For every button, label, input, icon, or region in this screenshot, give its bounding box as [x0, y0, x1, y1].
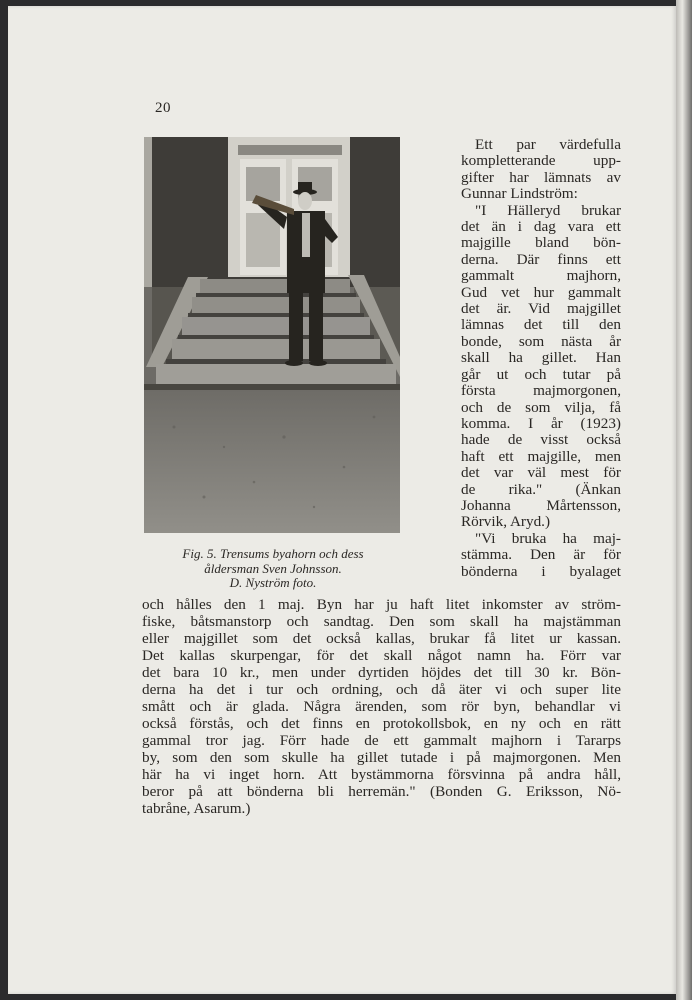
- text-line: Rörvik, Aryd.): [461, 513, 551, 531]
- text-line: Gud vet hur gammalt: [461, 283, 621, 301]
- text-line: det är. Vid majgillet: [461, 300, 621, 318]
- text-line: eller majgillet som det också kallas, brukar få litet ur kassan.: [142, 630, 621, 647]
- text-line: det var väl mest för: [461, 464, 621, 482]
- text-line: bönderna i byalaget: [461, 562, 621, 580]
- text-line: det bara 10 kr., men under dyrtiden höjdes det till 30 kr. Bön-: [142, 664, 621, 681]
- text-line: by, som den som skulle ha gillet tutade i på majmorgonen. Men: [142, 749, 621, 766]
- text-line: derna. Där finns ett: [461, 250, 621, 268]
- text-line: majgille bland bön-: [461, 234, 621, 252]
- text-line: Ett par värdefulla: [475, 136, 621, 153]
- text-line: stämma. Den är för: [461, 546, 621, 564]
- text-line: "I Hälleryd brukar: [475, 201, 621, 219]
- text-line: skall ha gillet. Han: [461, 349, 621, 367]
- text-line: det än i dag vara ett: [461, 218, 621, 236]
- text-line: och hålles den 1 maj. Byn har ju haft litet inkomster av ström-: [142, 596, 621, 613]
- text-line: haft ett majgille, men: [461, 447, 621, 465]
- text-line: lämnas det till den: [461, 316, 621, 334]
- text-line: Gunnar Lindström:: [461, 185, 578, 203]
- photo-drawing: [144, 137, 400, 533]
- text-line: går ut och tutar på: [461, 365, 621, 383]
- text-line: hade de visst också: [461, 431, 621, 449]
- page-number: 20: [155, 100, 171, 116]
- book-binding-edge: [676, 0, 692, 1000]
- caption-line: åldersman Sven Johnsson.: [204, 560, 342, 576]
- full-width-text: [142, 596, 621, 817]
- side-text-column: [461, 137, 621, 580]
- text-line: beror på att bönderna bli herremän." (Bonden G. Eriksson, Nö-: [142, 783, 621, 800]
- text-line: tabråne, Asarum.): [142, 800, 251, 817]
- text-line: här ha vi inget horn. Att bystämmorna försvinna på andra håll,: [142, 766, 621, 783]
- text-line: Det kallas skurpengar, för det skall något namn ha. Förr var: [142, 647, 621, 664]
- text-line: smått och är glada. Några ärenden, som rör byn, behandlar vi: [142, 698, 621, 715]
- figure-caption: [138, 547, 408, 591]
- text-line: första majmorgonen,: [461, 382, 621, 400]
- text-line: "Vi bruka ha maj-: [475, 529, 621, 547]
- text-line: kompletterande upp-: [461, 152, 621, 170]
- text-line: Johanna Mårtensson,: [461, 496, 621, 514]
- text-line: och de som vilja, få: [461, 398, 621, 416]
- book-page: [8, 6, 676, 994]
- text-line: komma. I år (1923): [461, 414, 621, 432]
- caption-line: Fig. 5. Trensums byahorn och dess: [182, 546, 364, 561]
- text-line: de rika." (Änkan: [461, 480, 621, 498]
- text-line: gifter har lämnats av: [461, 168, 621, 186]
- caption-line: D. Nyström foto.: [229, 575, 317, 590]
- text-line: också förstås, och det finns en protokollsbok, en ny och en rätt: [142, 715, 621, 732]
- text-line: gammalt majhorn,: [461, 267, 621, 285]
- text-line: fiske, båtsmanstorp och sandtag. Den som skall ha majstämman: [142, 613, 621, 630]
- figure-photo: [144, 137, 400, 533]
- text-line: gammal tror jag. Förr hade de ett gammalt majhorn i Tararps: [142, 732, 621, 749]
- text-line: derna ha det i tur och ordning, och då äter vi och super lite: [142, 681, 621, 698]
- text-line: bonde, som nästa år: [461, 332, 621, 350]
